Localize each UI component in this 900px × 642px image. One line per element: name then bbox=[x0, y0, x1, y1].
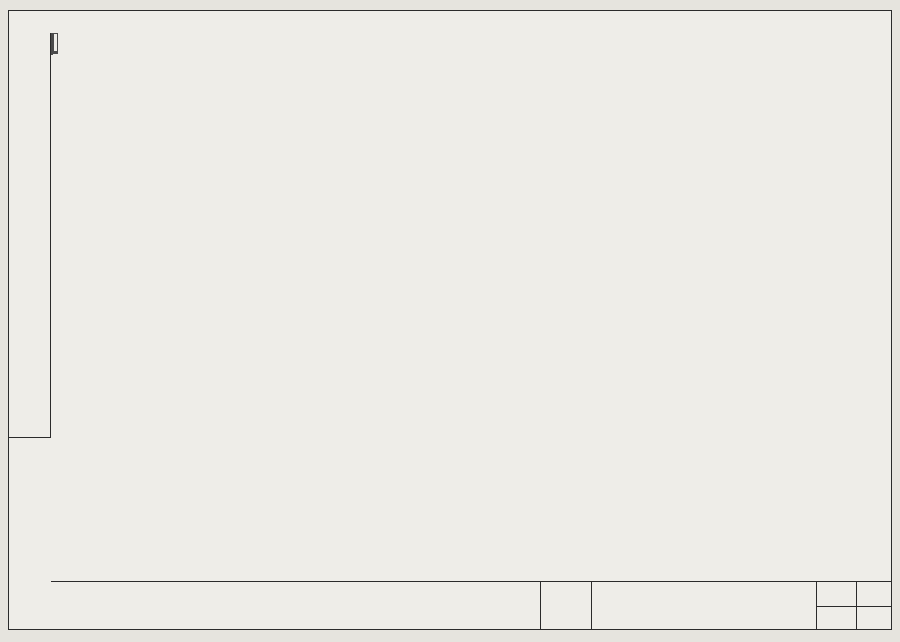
table-title bbox=[54, 34, 58, 52]
figure-name-label bbox=[541, 582, 592, 630]
title-block bbox=[51, 581, 891, 630]
atlas-number-label bbox=[816, 582, 857, 607]
drawing-sheet bbox=[8, 10, 892, 630]
page-number-label bbox=[816, 606, 857, 630]
septic-tank-population-table bbox=[51, 33, 58, 54]
approval-strip bbox=[9, 33, 51, 438]
cleaning-note bbox=[51, 582, 541, 630]
page-number-value bbox=[856, 606, 891, 630]
group-canteen-alpha bbox=[57, 53, 58, 54]
figure-title bbox=[591, 582, 817, 630]
atlas-number-value bbox=[856, 582, 891, 607]
